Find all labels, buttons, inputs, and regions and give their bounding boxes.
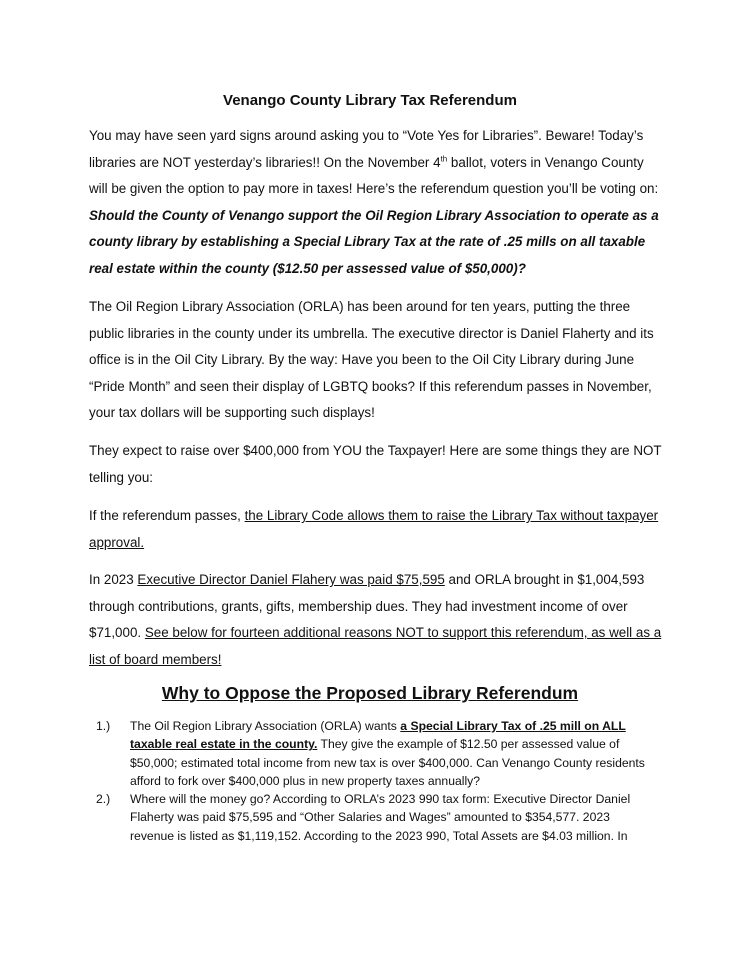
intro-paragraph [89, 123, 664, 282]
referendum-question: Should the County of Venango support the Oil Region Library Association to operate as a county library by establishing a Special Library Tax at the rate of .25 mills on all taxable real estate within the county ($12.50 per assessed value of $50,000)? [89, 207, 659, 276]
reasons-list [96, 717, 656, 845]
list-item [96, 717, 656, 790]
ordinal-suffix: th [440, 154, 448, 164]
salary-underlined: Executive Director Daniel Flahery was paid $75,595 [137, 572, 445, 587]
list-text-bold: a Special Library Tax of .25 mill on ALL taxable real estate in the county. [130, 719, 626, 752]
library-code-text: If the referendum passes, [89, 508, 245, 523]
list-number: 2.) [96, 792, 111, 807]
salary-text-b: and ORLA brought in $1,004,593 through contributions, grants, gifts, membership dues. They had investment income of over $71,000. [89, 572, 645, 640]
see-below-underlined: See below for fourteen additional reasons NOT to support this referendum, as well as a list of board members! [89, 625, 662, 667]
intro-text-b: ballot, voters in Venango County will be given the option to pay more in taxes! Here’s the referendum question you’ll be voting on: [89, 154, 659, 196]
list-number: 1.) [96, 719, 111, 733]
library-code-underlined: the Library Code allows them to raise the Library Tax without taxpayer approval. [89, 508, 659, 550]
taxpayer-paragraph: They expect to raise over $400,000 from YOU the Taxpayer! Here are some things they are NOT telling you: [89, 443, 662, 485]
intro-text-a: You may have seen yard signs around asking you to “Vote Yes for Libraries”. Beware! Today’s libraries are NOT yesterday’s libraries!! On the November 4 [89, 128, 644, 170]
section-heading: Why to Oppose the Proposed Library Referendum [161, 683, 579, 703]
document-title: Venango County Library Tax Referendum [223, 92, 517, 109]
salary-text-a: In 2023 [89, 572, 138, 587]
orla-paragraph: The Oil Region Library Association (ORLA) has been around for ten years, putting the three public libraries in the county under its umbrella. The executive director is Daniel Flaherty and its office is in the Oil City Library. By the way: Have you been to the Oil City Library during June “Pride Month” and seen their display of LGBTQ books? If this referendum passes in November, your tax dollars will be supporting such displays! [89, 299, 654, 420]
list-text-a: The Oil Region Library Association (ORLA) wants [130, 719, 401, 733]
list-item [96, 790, 656, 845]
list-text-b: They give the example of $12.50 per assessed value of $50,000; estimated total income from new tax is over $400,000. Can Venango County residents afford to fork over $400,000 plus in new property taxes annually? [130, 737, 645, 788]
list-text-a: Where will the money go? According to ORLA’s 2023 990 tax form: Executive Director Daniel Flaherty was paid $75,595 and “Other Salaries and Wages” amounted to $354,577. 2023 revenue is listed as $1,119,152. According to the 2023 990, Total Assets are $4.03 million. In [130, 792, 631, 843]
salary-paragraph [89, 567, 664, 673]
library-code-paragraph [89, 503, 664, 556]
